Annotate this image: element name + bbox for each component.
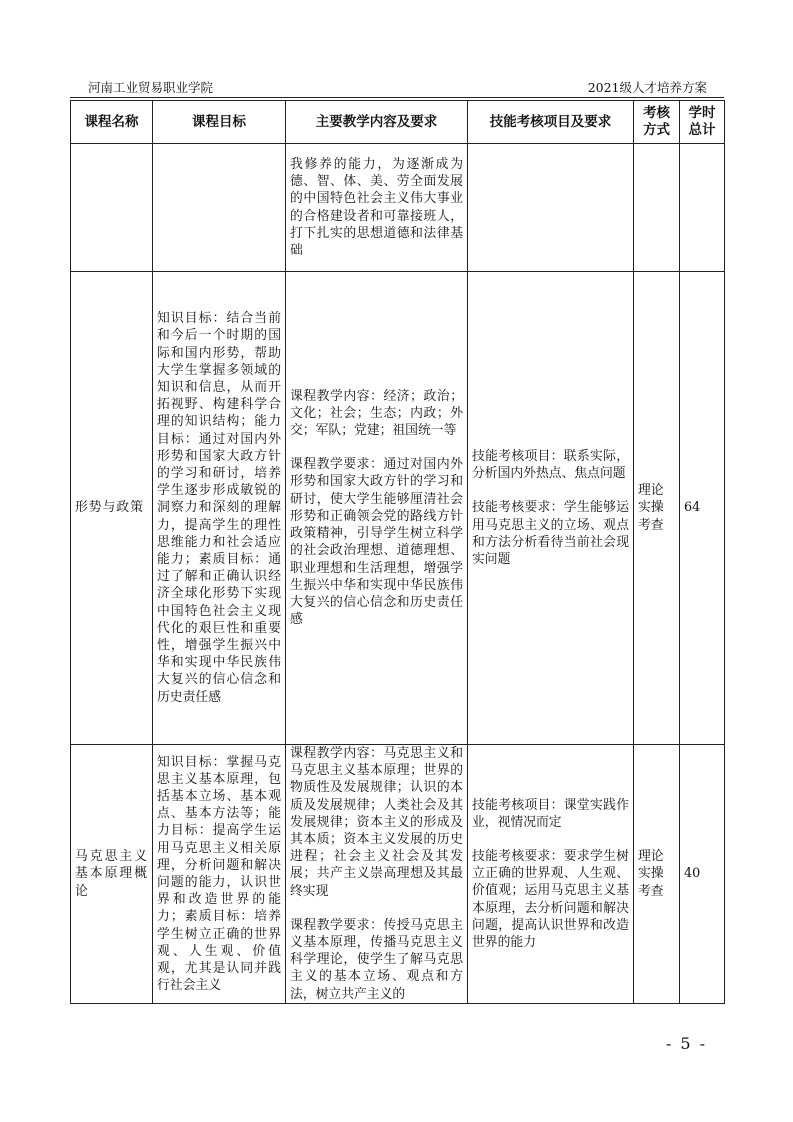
header-course-goal: 课程目标 xyxy=(153,101,286,144)
skill-paragraph: 技能考核项目：课堂实践作业，视情况而定 xyxy=(472,797,629,830)
course-name-cell xyxy=(71,144,153,272)
skill-cell xyxy=(468,745,634,1004)
total-hours-cell: 64 xyxy=(680,272,725,745)
table-header-row xyxy=(71,101,725,144)
exam-method-cell: 理论 实操 考查 xyxy=(634,745,680,1004)
course-goal-cell: 知识目标：掌握马克思主义基本原理，包括基本立场、基本观点、基本方法等；能力目标：提高学生运用马克思主义相关原理，分析问题和解决问题的能力，认识世界和改造世界的能力；素质目标：培养学生树立正确的世界观、人生观、价值观，尤其是认同并践行社会主义 xyxy=(153,745,286,1004)
skill-paragraph: 技能考核要求：要求学生树立正确的世界观、人生观、价值观；运用马克思主义基本原理，去分析问题和解决问题，提高认识世界和改造世界的能力 xyxy=(472,849,629,951)
skill-paragraph: 技能考核要求：学生能够运用马克思主义的立场、观点和方法分析看待当前社会现实问题 xyxy=(472,500,629,567)
header-total-hours: 学时总计 xyxy=(680,101,725,144)
skill-cell xyxy=(468,144,634,272)
content-paragraph: 课程教学要求：传授马克思主义基本原理，传播马克思主义科学理论，使学生了解马克思主义的基本立场、观点和方法，树立共产主义的 xyxy=(290,917,463,1002)
content-paragraph: 课程教学要求：通过对国内外形势和国家大政方针的学习和研讨，使大学生能够厘清社会形势和正确领会党的路线方针政策精神，引导学生树立科学的社会政治理想、道德理想、职业理想和生活理想，增强学生振兴中华和实现中华民族伟大复兴的信心信念和历史责任感 xyxy=(290,457,463,628)
course-name-cell: 形势与政策 xyxy=(71,272,153,745)
exam-method-cell xyxy=(634,144,680,272)
header-rule xyxy=(70,97,724,98)
course-name-cell: 马克思主义基本原理概论 xyxy=(71,745,153,1004)
content-paragraph: 我修养的能力，为逐渐成为德、智、体、美、劳全面发展的中国特色社会主义伟大事业的合格建设者和可靠接班人，打下扎实的思想道德和法律基础 xyxy=(290,156,463,258)
content-cell xyxy=(286,745,468,1004)
course-goal-cell xyxy=(153,144,286,272)
header-content: 主要教学内容及要求 xyxy=(286,101,468,144)
header-right: 2021级人才培养方案 xyxy=(587,80,707,95)
table-row xyxy=(71,144,725,272)
header-exam-method: 考核方式 xyxy=(634,101,680,144)
header-course-name: 课程名称 xyxy=(71,101,153,144)
table-row xyxy=(71,272,725,745)
skill-paragraph: 技能考核项目：联系实际，分析国内外热点、焦点问题 xyxy=(472,448,629,482)
header-skill: 技能考核项目及要求 xyxy=(468,101,634,144)
course-goal-cell: 知识目标：结合当前和今后一个时期的国际和国内形势，帮助大学生掌握多领域的知识和信息，从而开拓视野、构建科学合理的知识结构；能力目标：通过对国内外形势和国家大政方针的学习和研讨，培养学生逐步形成敏锐的洞察力和深刻的理解力，提高学生的理性思维能力和社会适应能力；素质目标：通过了解和正确认识经济全球化形势下实现中国特色社会主义现代化的艰巨性和重要性，增强学生振兴中华和实现中华民族伟大复兴的信心信念和历史责任感 xyxy=(153,272,286,745)
content-paragraph: 课程教学内容：经济；政治；文化；社会；生态；内政；外交；军队；党建；祖国统一等 xyxy=(290,388,463,439)
skill-cell xyxy=(468,272,634,745)
page-number: - 5 - xyxy=(665,1034,707,1053)
content-cell xyxy=(286,144,468,272)
content-cell xyxy=(286,272,468,745)
table-row xyxy=(71,745,725,1004)
total-hours-cell xyxy=(680,144,725,272)
curriculum-table xyxy=(70,100,725,1004)
total-hours-cell: 40 xyxy=(680,745,725,1004)
content-paragraph: 课程教学内容：马克思主义和马克思主义基本原理；世界的物质性及发展规律；认识的本质及发展规律；人类社会及其发展规律；资本主义的形成及其本质；资本主义发展的历史进程；社会主义社会及其发展；共产主义崇高理想及其最终实现 xyxy=(290,746,463,899)
header-left: 河南工业贸易职业学院 xyxy=(88,80,214,95)
exam-method-cell: 理论 实操 考查 xyxy=(634,272,680,745)
